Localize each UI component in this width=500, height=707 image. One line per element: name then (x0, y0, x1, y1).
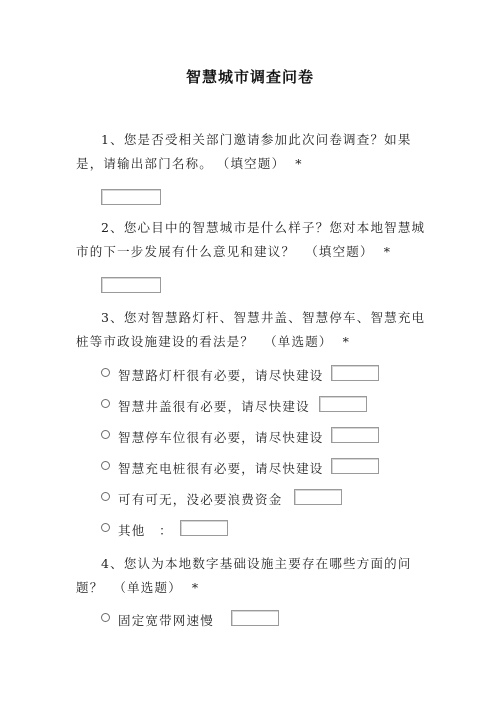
question-3-option-4-input[interactable] (331, 458, 379, 474)
question-2-text: 2、您心目中的智慧城市是什么样子？您对本地智慧城市的下一步发展有什么意见和建议？ (76, 220, 426, 259)
question-3-option-1-input[interactable] (331, 365, 379, 381)
question-1-text: 1、您是否受相关部门邀请参加此次问卷调查？如果是，请输出部门名称。 (76, 132, 412, 171)
question-1 (76, 128, 428, 176)
question-4-type: （单选题） (113, 580, 182, 595)
question-3-required-mark: * (342, 334, 351, 349)
question-2-answer-input[interactable] (101, 277, 161, 293)
question-2-required-mark: * (383, 244, 392, 259)
radio-icon[interactable] (101, 368, 110, 377)
radio-icon[interactable] (101, 461, 110, 470)
question-1-answer-input[interactable] (101, 189, 161, 205)
option-label: 智慧井盖很有必要，请尽快建设 (118, 399, 310, 414)
question-2 (76, 216, 428, 264)
question-4 (76, 552, 428, 600)
question-4-required-mark: * (191, 580, 200, 595)
question-3 (76, 306, 428, 354)
radio-icon[interactable] (101, 399, 110, 408)
question-4-option-1-input[interactable] (231, 610, 279, 626)
question-3-option-1[interactable] (101, 367, 324, 385)
question-3-option-2-input[interactable] (319, 396, 367, 412)
radio-icon[interactable] (101, 430, 110, 439)
question-1-type: （填空题） (223, 156, 286, 171)
question-4-option-1[interactable] (101, 612, 214, 630)
radio-icon[interactable] (101, 523, 110, 532)
page-title: 智慧城市调查问卷 (185, 68, 314, 86)
question-1-required-mark: * (295, 156, 303, 171)
option-label: 固定宽带网速慢 (118, 613, 214, 628)
question-3-type: （单选题） (264, 334, 333, 349)
question-3-option-5-input[interactable] (294, 489, 342, 505)
radio-icon[interactable] (101, 613, 110, 622)
question-2-type: （填空题） (305, 244, 374, 259)
question-3-option-6[interactable] (101, 522, 173, 540)
question-3-option-2[interactable] (101, 398, 310, 416)
question-3-text: 3、您对智慧路灯杆、智慧井盖、智慧停车、智慧充电桩等市政设施建设的看法是？ (76, 310, 426, 349)
question-3-option-4[interactable] (101, 460, 324, 478)
option-label: 智慧停车位很有必要，请尽快建设 (118, 430, 324, 445)
question-4-text: 4、您认为本地数字基础设施主要存在哪些方面的问题？ (76, 556, 412, 595)
question-3-option-3-input[interactable] (331, 427, 379, 443)
question-3-option-6-input[interactable] (180, 520, 228, 536)
question-3-option-3[interactable] (101, 429, 324, 447)
radio-icon[interactable] (101, 492, 110, 501)
question-3-option-5[interactable] (101, 491, 282, 509)
option-label: 智慧路灯杆很有必要，请尽快建设 (118, 368, 324, 383)
option-label: 智慧充电桩很有必要，请尽快建设 (118, 461, 324, 476)
option-label: 其他 ： (118, 523, 173, 538)
option-label: 可有可无，没必要浪费资金 (118, 492, 283, 507)
